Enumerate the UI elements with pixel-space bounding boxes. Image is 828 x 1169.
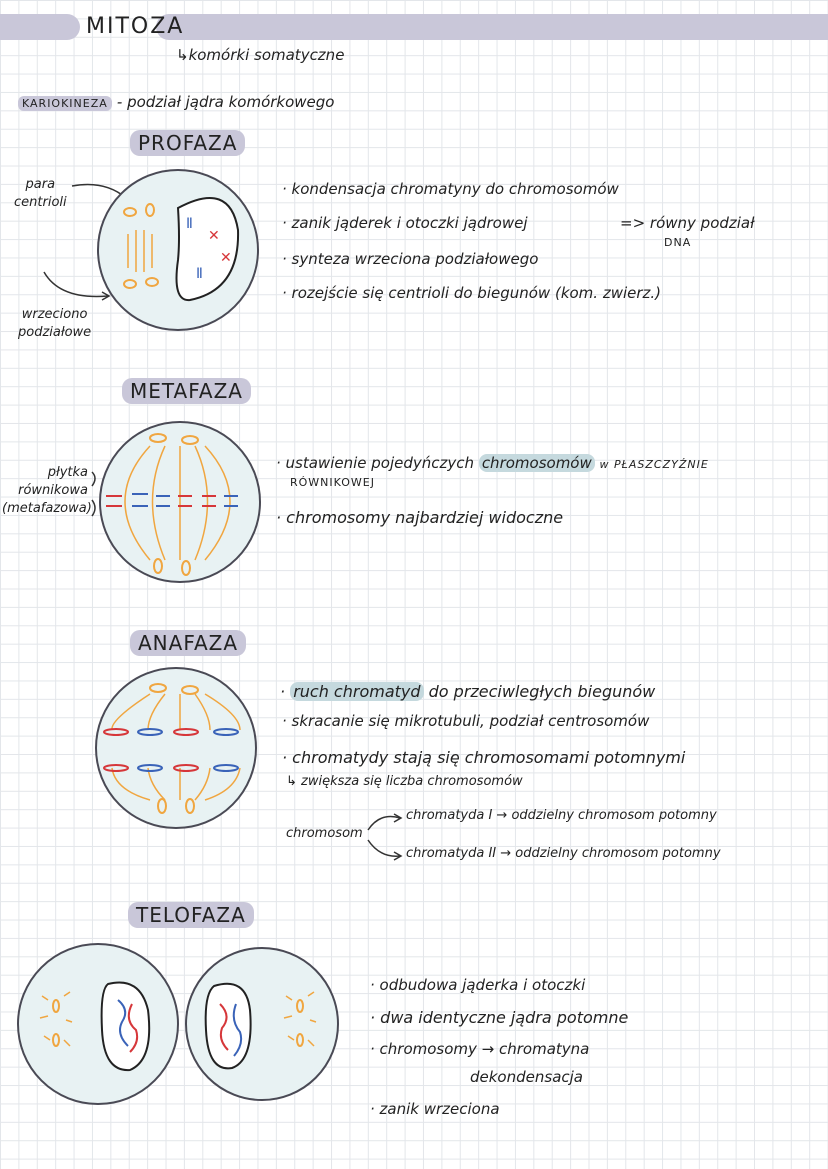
anafaza-bullet-1-rest: do przeciwległych biegunów xyxy=(428,682,656,701)
svg-text:Ⅱ: Ⅱ xyxy=(196,266,203,282)
phase-title-metafaza: METAFAZA xyxy=(122,378,251,404)
anafaza-bullet-3: · chromatydy stają się chromosomami potomnymi xyxy=(282,748,686,767)
diagram-root: chromosom xyxy=(286,826,363,841)
subtitle: ↳komórki somatyczne xyxy=(176,46,345,64)
anafaza-bullet-1-highlight: ruch chromatyd xyxy=(290,682,423,701)
diagram-branch-1: chromatyda I → oddzielny chromosom potomny xyxy=(406,808,717,823)
label-line: podziałowe xyxy=(18,325,92,340)
phase-title-profaza: PROFAZA xyxy=(130,130,245,156)
label-line: płytka xyxy=(47,465,88,480)
svg-text:✕: ✕ xyxy=(208,228,220,244)
profaza-bullet-2: · zanik jąderek i otoczki jądrowej xyxy=(282,214,528,232)
telofaza-bullet-3: · chromosomy → chromatyna xyxy=(370,1040,590,1058)
label-line: wrzeciono xyxy=(21,307,88,322)
telofaza-bullet-2: · dwa identyczne jądra potomne xyxy=(370,1008,629,1027)
metafaza-bullet-1-sub: RÓWNIKOWEJ xyxy=(290,476,375,489)
label-line: równikowa xyxy=(18,483,88,498)
profaza-bullet-1: · kondensacja chromatyny do chromosomów xyxy=(282,180,619,198)
telofaza-bullet-4: · zanik wrzeciona xyxy=(370,1100,500,1118)
diagram-branch-2: chromatyda II → oddzielny chromosom potomny xyxy=(406,846,721,861)
anafaza-bullet-3-sub: ↳ zwiększa się liczba chromosomów xyxy=(286,774,523,789)
label-line: (metafazowa) xyxy=(2,501,92,516)
metafaza-bullet-1-highlight: chromosomów xyxy=(479,454,595,472)
bullet-dot: · xyxy=(280,682,286,701)
svg-text:Ⅱ: Ⅱ xyxy=(186,216,193,232)
page-title: MITOZA xyxy=(86,14,185,39)
profaza-bullet-3: · synteza wrzeciona podziałowego xyxy=(282,250,539,268)
label-line: para xyxy=(25,177,56,192)
label-line: centrioli xyxy=(14,195,67,210)
metafaza-bullet-1-text: · ustawienie pojedyńczych xyxy=(276,454,475,472)
profaza-arrow-note-sub: DNA xyxy=(664,236,692,249)
telofaza-bullet-3-sub: dekondensacja xyxy=(470,1068,583,1086)
definition-term: KARIOKINEZA xyxy=(18,96,112,111)
metafaza-bullet-2: · chromosomy najbardziej widoczne xyxy=(276,508,564,527)
phase-title-anafaza: ANAFAZA xyxy=(130,630,246,656)
profaza-bullet-4: · rozejście się centrioli do biegunów (kom. zwierz.) xyxy=(282,284,662,302)
profaza-arrow-note: => równy podział xyxy=(620,214,755,232)
telofaza-bullet-1: · odbudowa jąderka i otoczki xyxy=(370,976,586,994)
metafaza-bullet-1-rest: w PŁASZCZYŹNIE xyxy=(599,458,709,471)
definition-text: - podział jądra komórkowego xyxy=(116,93,335,111)
phase-title-telofaza: TELOFAZA xyxy=(128,902,254,928)
svg-text:✕: ✕ xyxy=(220,250,232,266)
anafaza-bullet-2: · skracanie się mikrotubuli, podział centrosomów xyxy=(282,712,650,730)
